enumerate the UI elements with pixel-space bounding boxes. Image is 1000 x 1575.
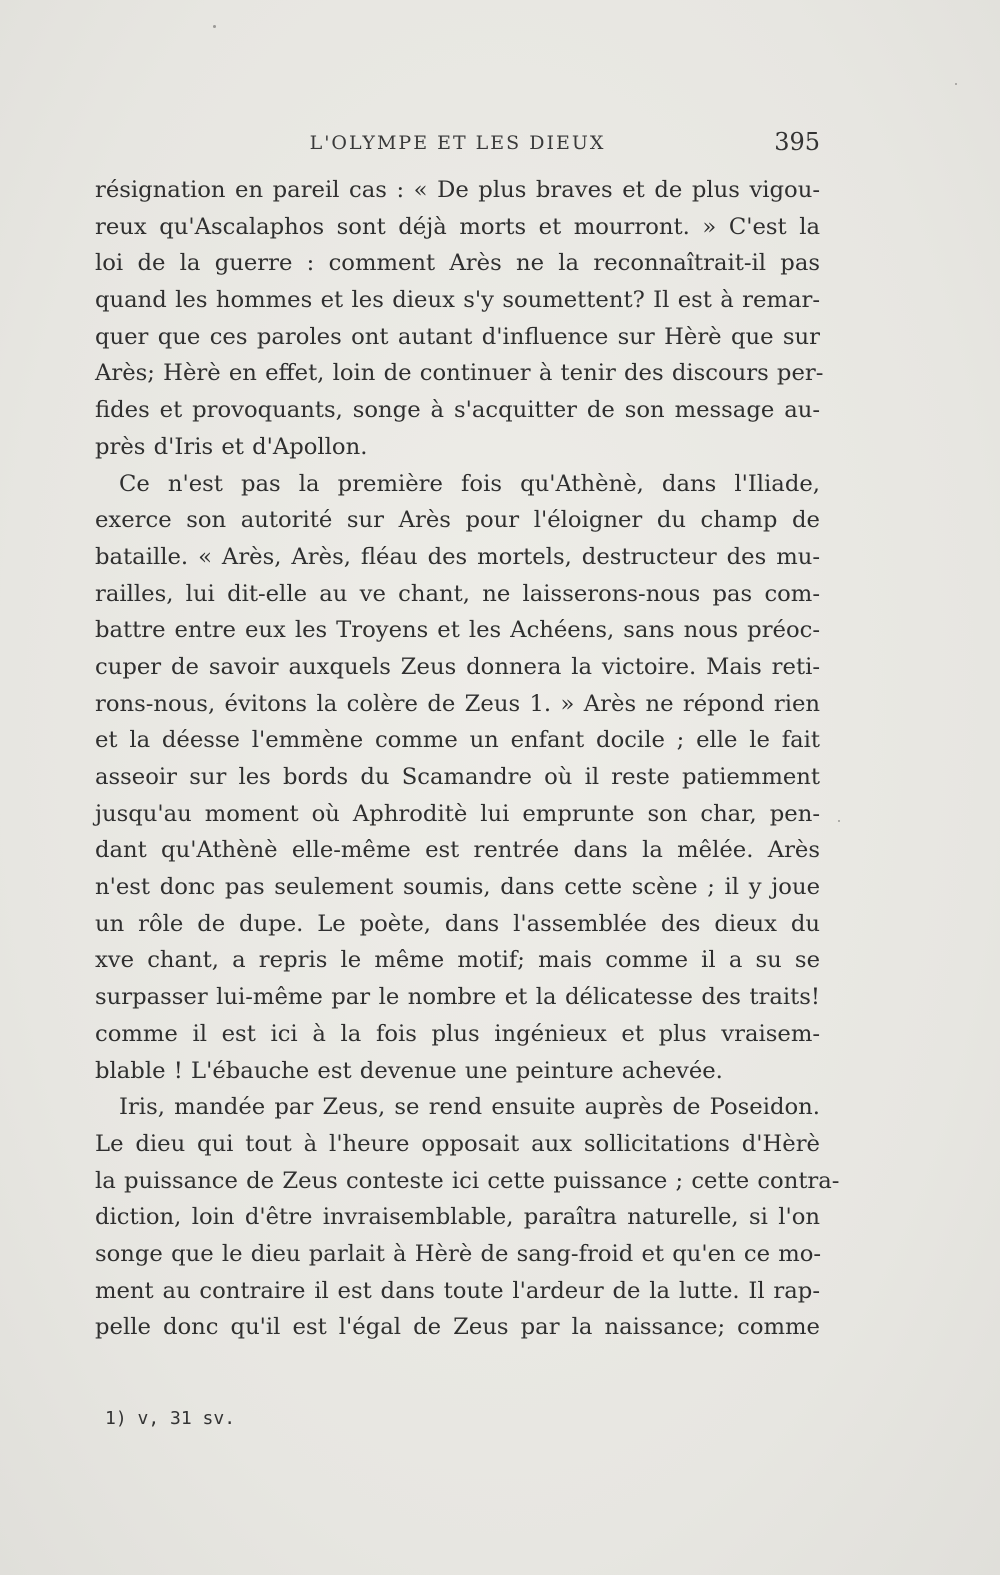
text-line: jusqu'au moment où Aphroditè lui emprunte son char, pen- (95, 800, 820, 827)
text-line: quand les hommes et les dieux s'y soumettent? Il est à remar- (95, 287, 820, 314)
text-line: cuper de savoir auxquels Zeus donnera la victoire. Mais reti- (95, 653, 820, 680)
text-line: diction, loin d'être invraisemblable, paraîtra naturelle, si l'on (95, 1204, 820, 1231)
text-line: loi de la guerre : comment Arès ne la reconnaîtrait-il pas (95, 250, 820, 277)
text-line: bataille. « Arès, Arès, fléau des mortels, destructeur des mu- (95, 543, 820, 570)
text-line: résignation en pareil cas : « De plus braves et de plus vigou- (95, 177, 820, 203)
paper-speck (838, 820, 840, 822)
text-line: fides et provoquants, songe à s'acquitter de son message au- (95, 397, 820, 424)
text-line: Arès; Hèrè en effet, loin de continuer à tenir des discours per- (95, 360, 824, 387)
paper-speck (955, 83, 957, 85)
paper-speck (213, 25, 216, 28)
running-title: L'OLYMPE ET LES DIEUX (309, 132, 606, 154)
text-line: asseoir sur les bords du Scamandre où il reste patiemment (95, 764, 820, 790)
text-line: Ce n'est pas la première fois qu'Athènè, dans l'Iliade, (119, 470, 820, 497)
text-line: la puissance de Zeus conteste ici cette puissance ; cette contra- (95, 1167, 840, 1194)
text-line: quer que ces paroles ont autant d'influence sur Hèrè que sur (95, 323, 820, 350)
text-line: pelle donc qu'il est l'égal de Zeus par la naissance; comme (95, 1314, 820, 1341)
page-number: 395 (774, 128, 820, 156)
text-line: Le dieu qui tout à l'heure opposait aux sollicitations d'Hèrè (95, 1130, 820, 1157)
text-line: n'est donc pas seulement soumis, dans cette scène ; il y joue (95, 874, 820, 901)
text-line: blable ! L'ébauche est devenue une peinture achevée. (95, 1057, 723, 1084)
text-line: songe que le dieu parlait à Hèrè de sang-froid et qu'en ce mo- (95, 1240, 822, 1267)
running-head (95, 128, 820, 160)
text-line: reux qu'Ascalaphos sont déjà morts et mourront. » C'est la (95, 213, 820, 240)
text-line: xve chant, a repris le même motif; mais comme il a su se (95, 947, 820, 974)
body-text (95, 172, 840, 1346)
text-line: surpasser lui-même par le nombre et la délicatesse des traits! (95, 984, 820, 1011)
text-line: et la déesse l'emmène comme un enfant docile ; elle le fait (95, 727, 820, 754)
footnote: 1) v, 31 sv. (105, 1408, 236, 1429)
text-line: comme il est ici à la fois plus ingénieux et plus vraisem- (95, 1020, 820, 1047)
text-line: exerce son autorité sur Arès pour l'éloigner du champ de (95, 507, 820, 534)
text-line: railles, lui dit-elle au ve chant, ne laisserons-nous pas com- (95, 580, 820, 607)
text-line: dant qu'Athènè elle-même est rentrée dans la mêlée. Arès (95, 837, 820, 864)
text-line: rons-nous, évitons la colère de Zeus 1. » Arès ne répond rien (95, 690, 820, 717)
text-line: battre entre eux les Troyens et les Achéens, sans nous préoc- (95, 617, 820, 644)
text-line: ment au contraire il est dans toute l'ardeur de la lutte. Il rap- (95, 1277, 820, 1304)
text-line: un rôle de dupe. Le poète, dans l'assemblée des dieux du (95, 910, 820, 937)
text-line: Iris, mandée par Zeus, se rend ensuite auprès de Poseidon. (119, 1094, 820, 1121)
text-line: près d'Iris et d'Apollon. (95, 433, 368, 460)
